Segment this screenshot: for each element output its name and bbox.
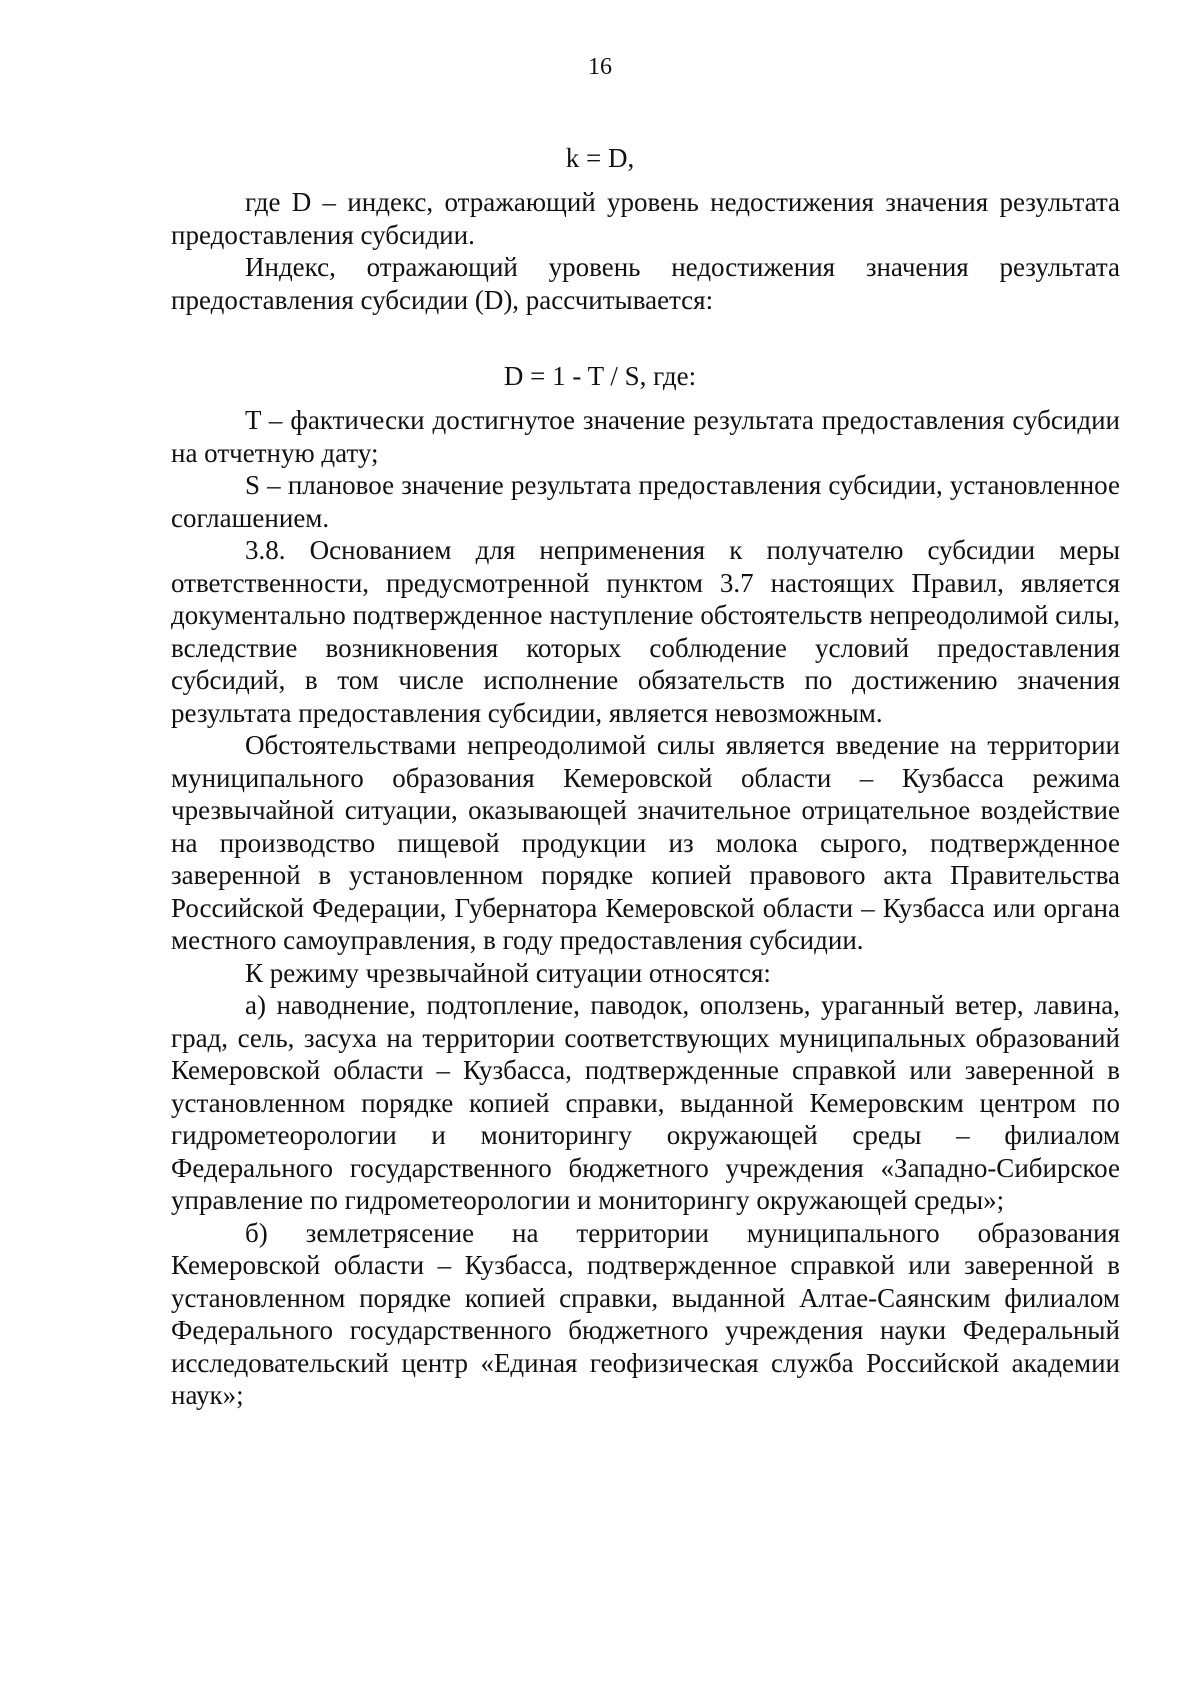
- paragraph-force-majeure: Обстоятельствами непреодолимой силы является введение на территории муниципального образования Кемеровской области – Кузбасса режима чрезвычайной ситуации, оказывающей значительное отрицательное воздействие на производство пищевой продукции из молока сырого, подтвержденное заверенной в установленном порядке копией правового акта Правительства Российской Федерации, Губернатора Кемеровской области – Кузбасса или органа местного самоуправления, в году предоставления субсидии.: [171, 730, 1120, 955]
- paragraph-3-8: 3.8. Основанием для неприменения к получателю субсидии меры ответственности, предусмотренной пунктом 3.7 настоящих Правил, является документально подтвержденное наступление обстоятельств непреодолимой силы, вследствие возникновения которых соблюдение условий предоставления субсидий, в том числе исполнение обязательств по достижению значения результата предоставления субсидии, является невозможным.: [171, 535, 1120, 728]
- definition-block-d: [171, 186, 1120, 316]
- paragraph-definition-t: T – фактически достигнутое значение результата предоставления субсидии на отчетную дату;: [171, 405, 1120, 468]
- paragraph-definition-s: S – плановое значение результата предоставления субсидии, установленное соглашением.: [171, 470, 1120, 533]
- paragraph-index-calculation: Индекс, отражающий уровень недостижения значения результата предоставления субсидии (D), рассчитывается:: [171, 252, 1120, 315]
- paragraph-item-a: а) наводнение, подтопление, паводок, оползень, ураганный ветер, лавина, град, сель, засуха на территории соответствующих муниципальных образований Кемеровской области – Кузбасса, подтвержденные справкой или заверенной в установленном порядке копией справки, выданной Кемеровским центром по гидрометеорологии и мониторингу окружающей среды – филиалом Федерального государственного бюджетного учреждения «Западно-Сибирское управление по гидрометеорологии и мониторингу окружающей среды»;: [171, 990, 1120, 1215]
- paragraph-definition-d: где D – индекс, отражающий уровень недостижения значения результата предоставления субсидии.: [171, 187, 1120, 250]
- paragraph-emergency-list-intro: К режиму чрезвычайной ситуации относятся:: [245, 957, 771, 988]
- formula-d: D = 1 - T / S, где:: [503, 361, 697, 391]
- paragraph-item-b: б) землетрясение на территории муниципального образования Кемеровской области – Кузбасса, подтвержденное справкой или заверенной в установленном порядке копией справки, выданной Алтае-Саянским филиалом Федерального государственного бюджетного учреждения науки Федеральный исследовательский центр «Единая геофизическая служба Российской академии наук»;: [171, 1217, 1120, 1410]
- definition-block-ts: [171, 404, 1120, 1412]
- page-number: 16: [588, 54, 612, 80]
- formula-k: k = D,: [565, 143, 635, 173]
